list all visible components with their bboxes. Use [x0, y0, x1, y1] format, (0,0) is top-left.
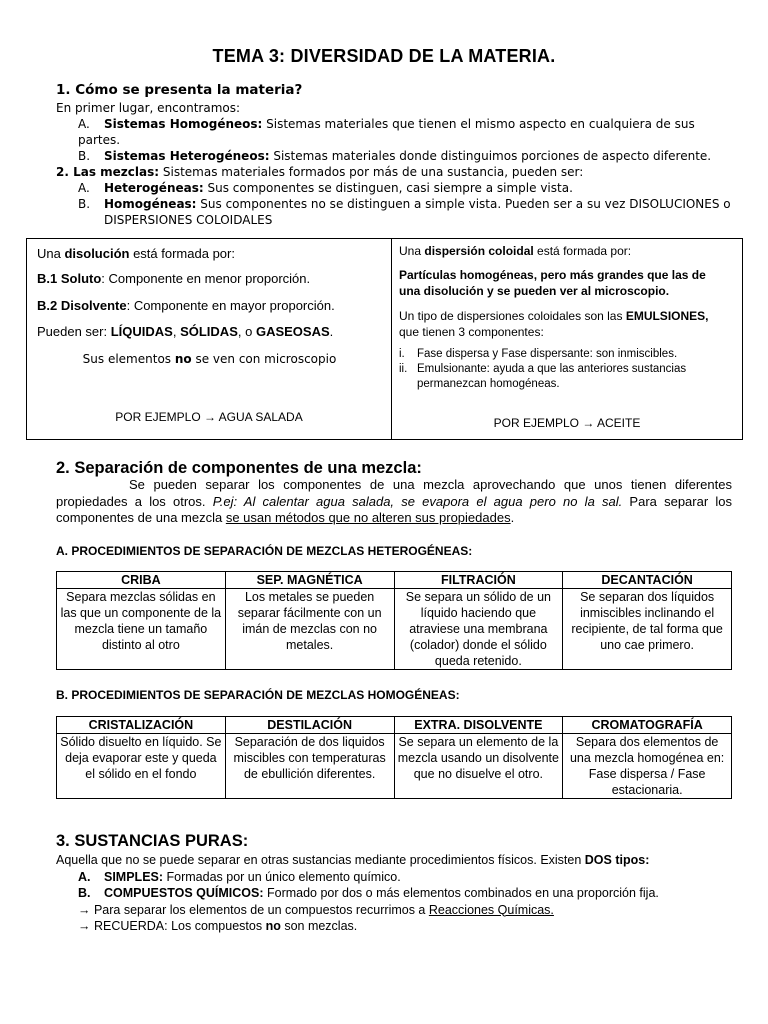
particles-text: Partículas homogéneas, pero más grandes que las de una disolución y se pueden ver al microscopio. — [399, 268, 706, 298]
types-line: Pueden ser: LÍQUIDAS, SÓLIDAS, o GASEOSAS. — [37, 324, 334, 339]
table-cell: Separa dos elementos de una mezcla homogénea en: Fase dispersa / Fase estacionaria. — [563, 734, 732, 799]
disolucion-panel — [37, 246, 382, 367]
list-item: i. Fase dispersa y Fase dispersante: son inmiscibles. — [399, 348, 678, 360]
section-2-paragraph: Se pueden separar los componentes de una mezcla aprovechando que unos tienen diferentes propiedades a los otros. P.ej: Al calentar agua salada, se evapora el agua pero no la sal. Para separar los componentes de una mezcla se usan métodos que no alteren sus propiedades. — [56, 477, 732, 525]
emulsions-text: Un tipo de dispersiones coloidales son las EMULSIONES, que tienen 3 componentes: — [399, 309, 709, 339]
soluto-line: B.1 Soluto: Componente en menor proporción. — [37, 271, 311, 286]
table-row — [57, 589, 732, 670]
table-header: CROMATOGRAFÍA — [563, 717, 732, 734]
table-header: FILTRACIÓN — [394, 572, 563, 589]
table-cell: Los metales se pueden separar fácilmente con un imán de mezclas con no metales. — [225, 589, 394, 670]
table-cell: Se separa un elemento de la mezcla usando un disolvente que no disuelve el otro. — [394, 734, 563, 799]
table-cell: Separa mezclas sólidas en las que un componente de la mezcla tiene un tamaño distinto al otro — [57, 589, 226, 670]
table-header: SEP. MAGNÉTICA — [225, 572, 394, 589]
table-cell: Se separan dos líquidos inmiscibles inclinando el recipiente, de tal forma que uno cae primero. — [563, 589, 732, 670]
dispersion-panel — [399, 243, 735, 392]
page-title: TEMA 3: DIVERSIDAD DE LA MATERIA. — [212, 46, 556, 66]
arrow-note: → RECUERDA: Los compuestos no son mezclas. — [78, 919, 358, 933]
list-item: B. Homogéneas: Sus componentes no se distinguen a simple vista. Pueden ser a su vez DISOLUCIONES o — [78, 197, 731, 211]
table-cell: Separación de dos liquidos miscibles con temperaturas de ebullición diferentes. — [225, 734, 394, 799]
box-divider — [391, 239, 392, 439]
table-row — [57, 734, 732, 799]
mixtures-line: 2. Las mezclas: Sistemas materiales formados por más de una sustancia, pueden ser: — [56, 165, 584, 179]
list-item: ii. Emulsionante: ayuda a que las anteriores sustancias — [399, 363, 687, 375]
table-header: DESTILACIÓN — [225, 717, 394, 734]
dispersion-heading: Una dispersión coloidal está formada por: — [399, 244, 632, 258]
section-1-heading: 1. Cómo se presenta la materia? — [56, 82, 303, 98]
section-3-body — [56, 852, 746, 935]
homo-table — [56, 716, 732, 799]
table-cell: Sólido disuelto en líquido. Se deja evaporar este y queda el sólido en el fondo — [57, 734, 226, 799]
dispersion-example: POR EJEMPLO → ACEITE — [493, 416, 641, 430]
table-header: DECANTACIÓN — [563, 572, 732, 589]
table-header-row — [57, 717, 732, 734]
microscope-note: Sus elementos no se ven con microscopio — [82, 352, 337, 366]
disolucion-example: POR EJEMPLO → AGUA SALADA — [115, 410, 303, 424]
disolvente-line: B.2 Disolvente: Componente en mayor proporción. — [37, 298, 335, 313]
disolucion-heading: Una disolución está formada por: — [37, 246, 235, 261]
section-3-intro: Aquella que no se puede separar en otras sustancias mediante procedimientos físicos. Existen DOS tipos: — [56, 853, 650, 867]
section-2-heading: 2. Separación de componentes de una mezcla: — [56, 459, 422, 477]
section-3-heading: 3. SUSTANCIAS PURAS: — [56, 832, 249, 850]
list-item: A. Heterogéneas: Sus componentes se distinguen, casi siempre a simple vista. — [78, 181, 573, 195]
comparison-box — [26, 238, 743, 440]
list-item: A. SIMPLES: Formadas por un único elemento químico. — [78, 869, 401, 884]
hetero-table — [56, 571, 732, 670]
list-item: B. Sistemas Heterogéneos: Sistemas materiales donde distinguimos porciones de aspecto diferente. — [78, 149, 712, 163]
table-header: CRIBA — [57, 572, 226, 589]
section-1-intro: En primer lugar, encontramos: — [56, 101, 241, 115]
arrow-note: → Para separar los elementos de un compuestos recurrimos a Reacciones Químicas. — [78, 902, 554, 917]
table-header: EXTRA. DISOLVENTE — [394, 717, 563, 734]
section-1 — [56, 80, 736, 228]
roman-list: i. Fase dispersa y Fase dispersante: son inmiscibles. ii. Emulsionante: ayuda a que las anteriores sustancias permanezcan homogéneas. — [399, 347, 735, 392]
table-cell: Se separa un sólido de un líquido haciendo que atraviese una membrana (colador) donde el sólido queda retenido. — [394, 589, 563, 670]
list-item-continuation: DISPERSIONES COLOIDALES — [104, 213, 273, 227]
table-header: CRISTALIZACIÓN — [57, 717, 226, 734]
homo-title: B. PROCEDIMIENTOS DE SEPARACIÓN DE MEZCLAS HOMOGÉNEAS: — [56, 688, 460, 702]
list-item: A. Sistemas Homogéneos: Sistemas materiales que tienen el mismo aspecto en cualquiera de sus partes. — [78, 117, 695, 147]
hetero-title: A. PROCEDIMIENTOS DE SEPARACIÓN DE MEZCLAS HETEROGÉNEAS: — [56, 544, 473, 558]
list-item: B. COMPUESTOS QUÍMICOS: Formado por dos o más elementos combinados en una proporción fija. — [78, 886, 659, 900]
table-header-row — [57, 572, 732, 589]
